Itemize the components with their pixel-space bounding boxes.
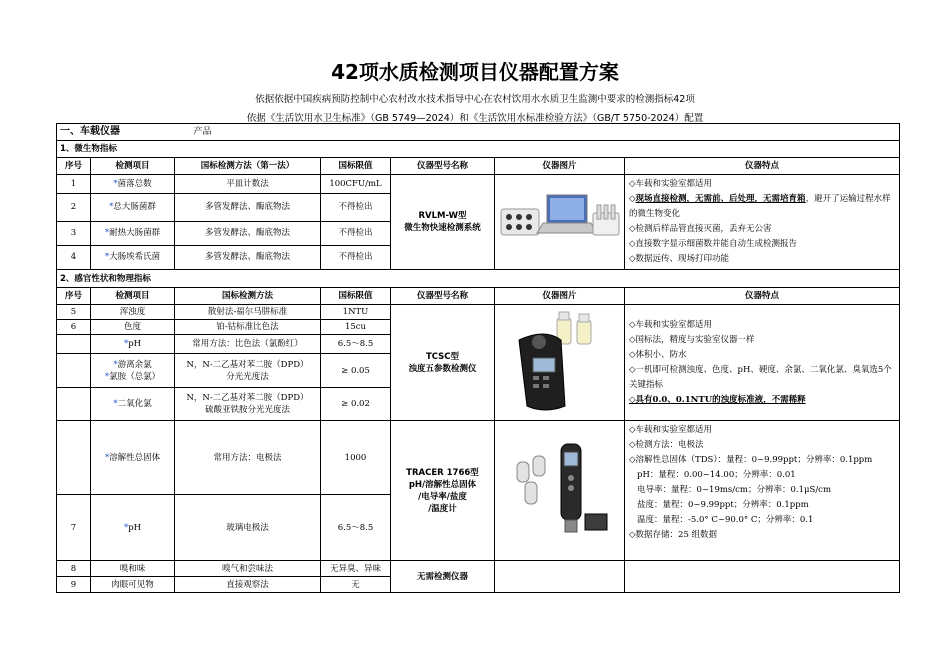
test-item: 肉眼可见物 <box>91 577 175 593</box>
limit-value: 15cu <box>321 320 391 335</box>
subtitle-basis: 依据依据中国疾病预防控制中心农村改水技术指导中心在农村饮用水水质卫生监测中要求的检测指标42项 <box>255 94 695 105</box>
test-item <box>91 495 175 561</box>
group-title-micro: 1、微生物指标 <box>57 141 900 158</box>
star-mark: * <box>123 522 129 533</box>
item-label: 游离余氯 <box>117 359 152 370</box>
method-line: 分光光度法 <box>226 371 269 382</box>
header-cell: 检测项目 <box>91 288 175 305</box>
limit-value: ≥ 0.02 <box>321 388 391 421</box>
feature-line: ◇体积小、防水 <box>629 349 687 360</box>
instrument-image <box>495 421 625 561</box>
row-number <box>57 388 91 421</box>
method-line: 硫酸亚铁胺分光光度法 <box>204 405 290 415</box>
test-method: 铂-钴标准比色法 <box>175 320 321 335</box>
row-number: 6 <box>57 320 91 335</box>
instrument-model <box>391 175 495 270</box>
feature-line: ◇溶解性总固体（TDS）：量程：0~9.99ppt；分辨率：0.1ppm <box>629 455 873 465</box>
product-label: 产品 <box>193 127 212 137</box>
feature-line: ◇车载和实验室都适用 <box>629 319 713 330</box>
feature-line: ◇车载和实验室都适用 <box>629 425 713 435</box>
test-method: 直接观察法 <box>175 577 321 593</box>
instrument-model <box>391 305 495 421</box>
star-mark: * <box>113 178 118 189</box>
instrument-features <box>625 421 900 561</box>
method-line: N，N-二乙基对苯二胺（DPD） <box>186 359 309 370</box>
feature-line <box>629 192 895 222</box>
feature-highlight: ◇具有0.0、0.1NTU的浊度标准液，不需稀释 <box>629 394 806 405</box>
test-method: 多管发酵法、酶底物法 <box>175 221 321 245</box>
header-cell: 仪器图片 <box>495 288 625 305</box>
group-row <box>57 270 900 288</box>
test-method: 平皿计数法 <box>175 175 321 194</box>
star-mark: * <box>104 252 110 263</box>
model-line: TCSC型 <box>425 351 460 362</box>
row-number: 4 <box>57 245 91 269</box>
test-item: 浑浊度 <box>91 305 175 320</box>
header-cell: 仪器型号名称 <box>391 158 495 175</box>
section-row <box>57 124 900 141</box>
test-item <box>91 221 175 245</box>
item-label: 氯胺（总氯） <box>109 371 161 382</box>
instrument-features <box>625 305 900 421</box>
star-mark: * <box>104 452 110 463</box>
test-method <box>175 354 321 388</box>
item-label: pH <box>128 339 142 349</box>
instrument-image <box>495 175 625 270</box>
header-cell: 国标检测方法 <box>175 288 321 305</box>
feature-line: ◇数据远传、现场打印功能 <box>629 254 730 264</box>
instrument-model: 无需检测仪器 <box>391 561 495 593</box>
limit-value: 6.5～8.5 <box>321 335 391 354</box>
test-item <box>91 388 175 421</box>
instrument-config-table <box>56 123 900 593</box>
instrument-image <box>495 305 625 421</box>
header-row <box>57 158 900 175</box>
instrument-features <box>625 561 900 593</box>
test-item <box>91 175 175 194</box>
header-cell: 检测项目 <box>91 158 175 175</box>
group-title-sensory: 2、感官性状和物理指标 <box>57 270 900 288</box>
item-label: pH <box>128 522 142 533</box>
model-line: RVLM-W型 <box>418 211 467 221</box>
test-method: 玻璃电极法 <box>175 495 321 561</box>
group-row <box>57 141 900 158</box>
model-line: /温度计 <box>428 503 457 514</box>
feature-line: ◇车载和实验室都适用 <box>629 179 713 189</box>
feature-line: 温度：量程：-5.0° C~90.0° C；分辨率：0.1 <box>637 515 814 525</box>
item-label: 菌落总数 <box>117 178 152 189</box>
section-title <box>57 124 900 141</box>
limit-value: 1NTU <box>321 305 391 320</box>
header-cell: 仪器型号名称 <box>391 288 495 305</box>
test-method: 嗅气和尝味法 <box>175 561 321 577</box>
item-label: 总大肠菌群 <box>113 202 156 213</box>
header-cell: 仪器特点 <box>625 158 900 175</box>
section-label: 一、车载仪器 <box>60 126 120 137</box>
header-row <box>57 288 900 305</box>
star-mark: * <box>104 228 110 239</box>
item-label: 耐热大肠菌群 <box>109 228 161 239</box>
test-method: 多管发酵法、酶底物法 <box>175 193 321 221</box>
header-cell: 国标检测方法（第一法） <box>175 158 321 175</box>
test-item: 色度 <box>91 320 175 335</box>
feature-line: ◇数据存储：25 组数据 <box>629 530 718 540</box>
item-label: 大肠埃希氏菌 <box>109 252 161 263</box>
test-method: 散射法-福尔马肼标准 <box>175 305 321 320</box>
feature-line: ◇直接数字显示细菌数并能自动生成检测报告 <box>629 239 798 249</box>
header-cell: 仪器特点 <box>625 288 900 305</box>
ph-tds-meter-image <box>505 436 615 546</box>
table-row <box>57 421 900 495</box>
feature-line: ◇检测后样品管直接灭菌，丢弃无公害 <box>629 224 772 234</box>
test-item <box>91 354 175 388</box>
model-line: 微生物快速检测系统 <box>404 223 481 233</box>
row-number <box>57 421 91 495</box>
microbial-system-image <box>499 187 621 257</box>
model-line: pH/溶解性总固体 <box>408 479 477 490</box>
feature-line: ◇检测方法：电极法 <box>629 440 704 450</box>
test-item <box>91 193 175 221</box>
header-cell: 序号 <box>57 288 91 305</box>
feature-text: ，避开了运输过程水样的微生物变化 <box>629 194 891 219</box>
limit-value: 100CFU/mL <box>321 175 391 194</box>
limit-value: ≥ 0.05 <box>321 354 391 388</box>
feature-line: 盐度：量程：0~9.99ppt；分辨率：0.1ppm <box>637 500 809 510</box>
test-item <box>91 335 175 354</box>
test-method: 常用方法：电极法 <box>175 421 321 495</box>
turbidity-meter-image <box>505 310 615 415</box>
limit-value: 无异臭、异味 <box>321 561 391 577</box>
row-number <box>57 354 91 388</box>
star-mark: * <box>113 399 118 409</box>
limit-value: 不得检出 <box>321 245 391 269</box>
model-line: /电导率/盐度 <box>418 491 467 502</box>
method-line: N，N-二乙基对苯二胺（DPD） <box>186 393 309 403</box>
instrument-model <box>391 421 495 561</box>
test-item <box>91 421 175 495</box>
item-label: 溶解性总固体 <box>109 452 161 463</box>
table-row <box>57 175 900 194</box>
row-number: 9 <box>57 577 91 593</box>
limit-value: 无 <box>321 577 391 593</box>
star-mark: * <box>109 202 114 213</box>
page-title: 42项水质检测项目仪器配置方案 <box>331 60 619 84</box>
feature-line: ◇国标法，精度与实验室仪器一样 <box>629 334 755 345</box>
feature-line: ◇一机即可检测浊度、色度、pH、硬度、余氯、二氧化氯、臭氧选5个关键指标 <box>629 364 892 390</box>
header-cell: 国标限值 <box>321 288 391 305</box>
feature-highlight: 现场直接检测，无需前、后处理，无需培育箱 <box>635 194 806 204</box>
test-item: 嗅和味 <box>91 561 175 577</box>
row-number: 3 <box>57 221 91 245</box>
table-row <box>57 305 900 320</box>
row-number <box>57 335 91 354</box>
row-number: 7 <box>57 495 91 561</box>
item-label: 二氧化氯 <box>117 399 152 409</box>
model-line: 浊度五参数检测仪 <box>408 363 477 374</box>
limit-value: 1000 <box>321 421 391 495</box>
star-mark: * <box>123 339 129 349</box>
limit-value: 不得检出 <box>321 221 391 245</box>
test-item <box>91 245 175 269</box>
test-method <box>175 388 321 421</box>
header-cell: 仪器图片 <box>495 158 625 175</box>
instrument-image <box>495 561 625 593</box>
row-number: 8 <box>57 561 91 577</box>
header-cell: 序号 <box>57 158 91 175</box>
test-method: 常用方法：比色法（氯酚红） <box>175 335 321 354</box>
instrument-features <box>625 175 900 270</box>
row-number: 1 <box>57 175 91 194</box>
subtitle-standards: 依据《生活饮用水卫生标准》（GB 5749—2024）和《生活饮用水标准检验方法》（GB/T 5750-2024）配置 <box>246 113 704 124</box>
limit-value: 6.5～8.5 <box>321 495 391 561</box>
header-cell: 国标限值 <box>321 158 391 175</box>
row-number: 2 <box>57 193 91 221</box>
limit-value: 不得检出 <box>321 193 391 221</box>
star-mark: * <box>104 371 110 382</box>
model-line: TRACER 1766型 <box>406 467 479 478</box>
feature-line: 电导率：量程：0~19ms/cm；分辨率：0.1μS/cm <box>637 485 832 495</box>
star-mark: * <box>113 359 118 370</box>
table-row <box>57 561 900 577</box>
feature-bullet: ◇ <box>629 194 636 204</box>
row-number: 5 <box>57 305 91 320</box>
test-method: 多管发酵法、酶底物法 <box>175 245 321 269</box>
feature-line: pH：量程：0.00~14.00；分辨率：0.01 <box>637 470 796 480</box>
